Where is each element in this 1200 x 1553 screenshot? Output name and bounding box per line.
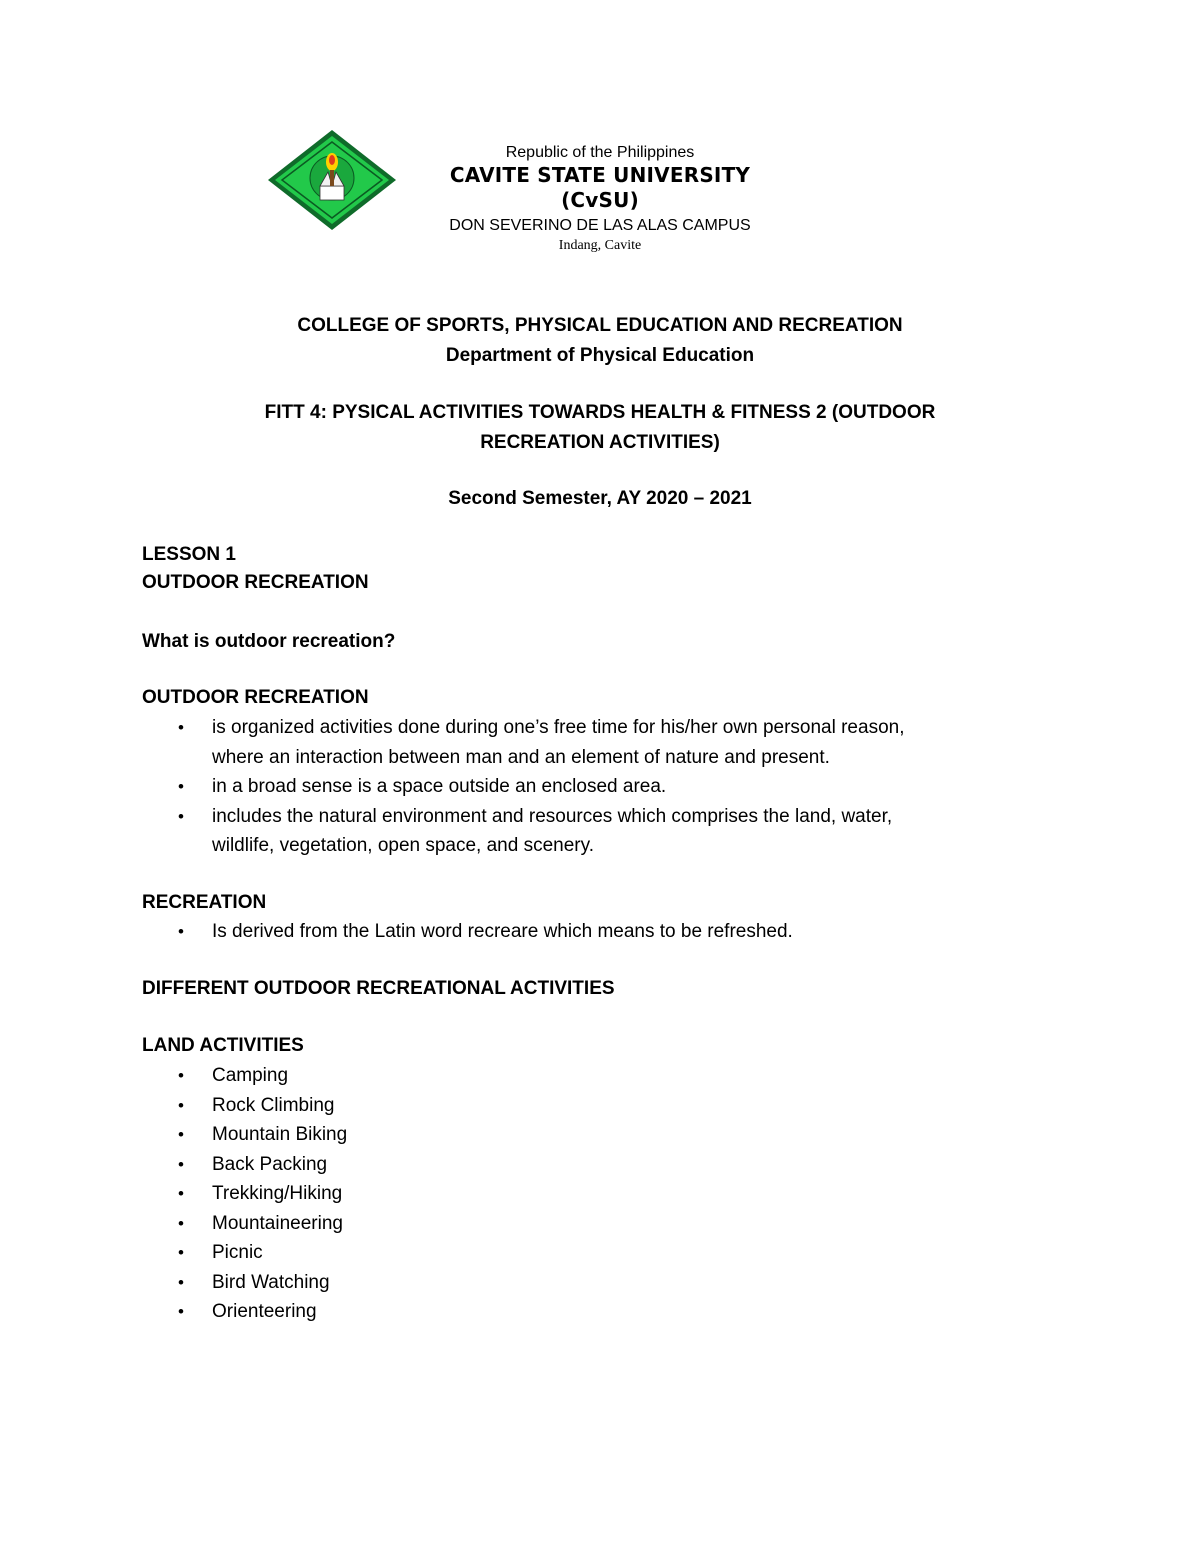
university-abbrev: (CvSU): [561, 188, 639, 212]
town-name: Indang, Cavite: [558, 238, 642, 253]
college-title: COLLEGE OF SPORTS, PHYSICAL EDUCATION AND RECREATION: [297, 315, 903, 336]
course-title-line2: RECREATION ACTIVITIES): [480, 432, 720, 453]
recreation-list: [142, 917, 1022, 947]
question-heading: What is outdoor recreation?: [142, 631, 396, 652]
bullet-icon: •: [178, 806, 184, 826]
republic-label: Republic of the Philippines: [505, 144, 695, 161]
list-item: • in a broad sense is a space outside an enclosed area.: [142, 772, 1022, 802]
course-block: [140, 398, 1060, 458]
list-item: • Trekking/Hiking: [142, 1179, 1022, 1209]
letterhead: [400, 143, 800, 255]
list-item: • Is derived from the Latin word recreare which means to be refreshed.: [142, 917, 1022, 947]
bullet-icon: •: [178, 1213, 184, 1233]
list-item: • is organized activities done during one’s free time for his/her own personal reason, where an interaction between man and an element of nature and present.: [142, 713, 1022, 772]
lesson-number: LESSON 1: [142, 544, 236, 565]
recreation-heading: RECREATION: [142, 892, 267, 913]
bullet-icon: •: [178, 1095, 184, 1115]
university-name: CAVITE STATE UNIVERSITY: [449, 163, 751, 187]
bullet-icon: •: [178, 777, 184, 796]
list-item: • Back Packing: [142, 1150, 1022, 1180]
department-title: Department of Physical Education: [445, 345, 755, 366]
different-activities-heading: DIFFERENT OUTDOOR RECREATIONAL ACTIVITIES: [142, 978, 615, 999]
list-item: • includes the natural environment and resources which comprises the land, water, wildlife, vegetation, open space, and scenery.: [142, 802, 1022, 861]
list-item: • Rock Climbing: [142, 1091, 1022, 1121]
outdoor-recreation-heading: OUTDOOR RECREATION: [142, 687, 369, 708]
land-activities-heading: LAND ACTIVITIES: [142, 1035, 304, 1056]
list-item: • Bird Watching: [142, 1268, 1022, 1298]
university-seal-logo: [266, 128, 398, 232]
bullet-icon: •: [178, 922, 184, 941]
bullet-icon: •: [178, 1184, 184, 1203]
semester-line: Second Semester, AY 2020 – 2021: [448, 488, 752, 509]
bullet-icon: •: [178, 718, 184, 737]
college-block: [140, 311, 1060, 371]
bullet-icon: •: [178, 1272, 184, 1292]
list-item: • Mountaineering: [142, 1209, 1022, 1239]
list-item: • Mountain Biking: [142, 1120, 1022, 1150]
list-item: • Picnic: [142, 1238, 1022, 1268]
bullet-icon: •: [178, 1302, 184, 1321]
bullet-icon: •: [178, 1125, 184, 1144]
list-item: • Orienteering: [142, 1297, 1022, 1327]
bullet-icon: •: [178, 1243, 184, 1262]
bullet-icon: •: [178, 1066, 184, 1085]
land-activities-list: [142, 1061, 1022, 1327]
campus-name: DON SEVERINO DE LAS ALAS CAMPUS: [449, 217, 751, 234]
list-item: • Camping: [142, 1061, 1022, 1091]
course-title-line1: FITT 4: PYSICAL ACTIVITIES TOWARDS HEALTH & FITNESS 2 (OUTDOOR: [264, 402, 936, 423]
bullet-icon: •: [178, 1154, 184, 1174]
outdoor-recreation-list: [142, 713, 1022, 861]
lesson-title: OUTDOOR RECREATION: [142, 572, 369, 593]
